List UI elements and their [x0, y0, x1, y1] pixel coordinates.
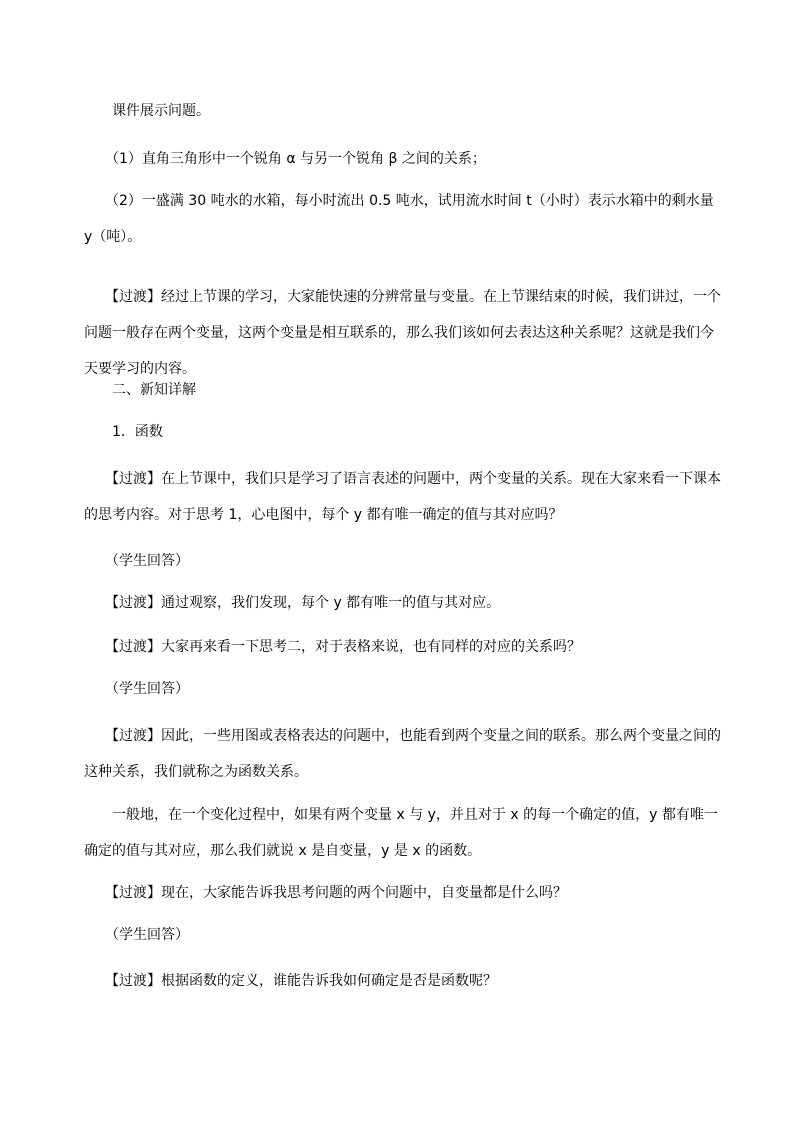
paragraph-14: 【过渡】根据函数的定义，谁能告诉我如何确定是否是函数呢？ — [84, 973, 497, 989]
paragraph-1: 课件展示问题。 — [84, 103, 210, 119]
paragraph-10: 【过渡】因此，一些用图或表格表达的问题中，也能看到两个变量之间的联系。那么两个变量之间的这种关系，我们就称之为函数关系。 — [84, 728, 721, 780]
paragraph-12: 【过渡】现在，大家能告诉我思考问题的两个问题中，自变量都是什么吗？ — [84, 885, 567, 901]
paragraph-6: （学生回答） — [84, 553, 189, 569]
paragraph-3: （2）一盛满 30 吨水的水箱，每小时流出 0.5 吨水，试用流水时间 t（小时）表示水箱中的剩水量 y（吨）。 — [84, 193, 719, 245]
paragraph-13: （学生回答） — [84, 927, 189, 943]
paragraph-7: 【过渡】通过观察，我们发现，每个 y 都有唯一的值与其对应。 — [84, 595, 501, 611]
paragraph-4: 【过渡】经过上节课的学习，大家能快速的分辨常量与变量。在上节课结束的时候，我们讲过，一个问题一般存在两个变量，这两个变量是相互联系的，那么我们该如何去表达这种关系呢？这就是我们今天要学习的内容。 — [84, 289, 721, 377]
paragraph-9: （学生回答） — [84, 681, 189, 697]
paragraph-2: （1）直角三角形中一个锐角 α 与另一个锐角 β 之间的关系； — [84, 151, 486, 167]
paragraph-5: 【过渡】在上节课中，我们只是学习了语言表述的问题中，两个变量的关系。现在大家来看一下课本的思考内容。对于思考 1，心电图中，每个 y 都有唯一确定的值与其对应吗？ — [84, 471, 721, 523]
paragraph-8: 【过渡】大家再来看一下思考二，对于表格来说，也有同样的对应的关系吗？ — [84, 639, 581, 655]
paragraph-11: 一般地，在一个变化过程中，如果有两个变量 x 与 y，并且对于 x 的每一个确定的值，y 都有唯一确定的值与其对应，那么我们就说 x 是自变量，y 是 x 的函数。 — [84, 807, 718, 859]
section-heading: 二、新知详解 — [84, 382, 196, 398]
subsection-heading: 1．函数 — [84, 424, 163, 440]
